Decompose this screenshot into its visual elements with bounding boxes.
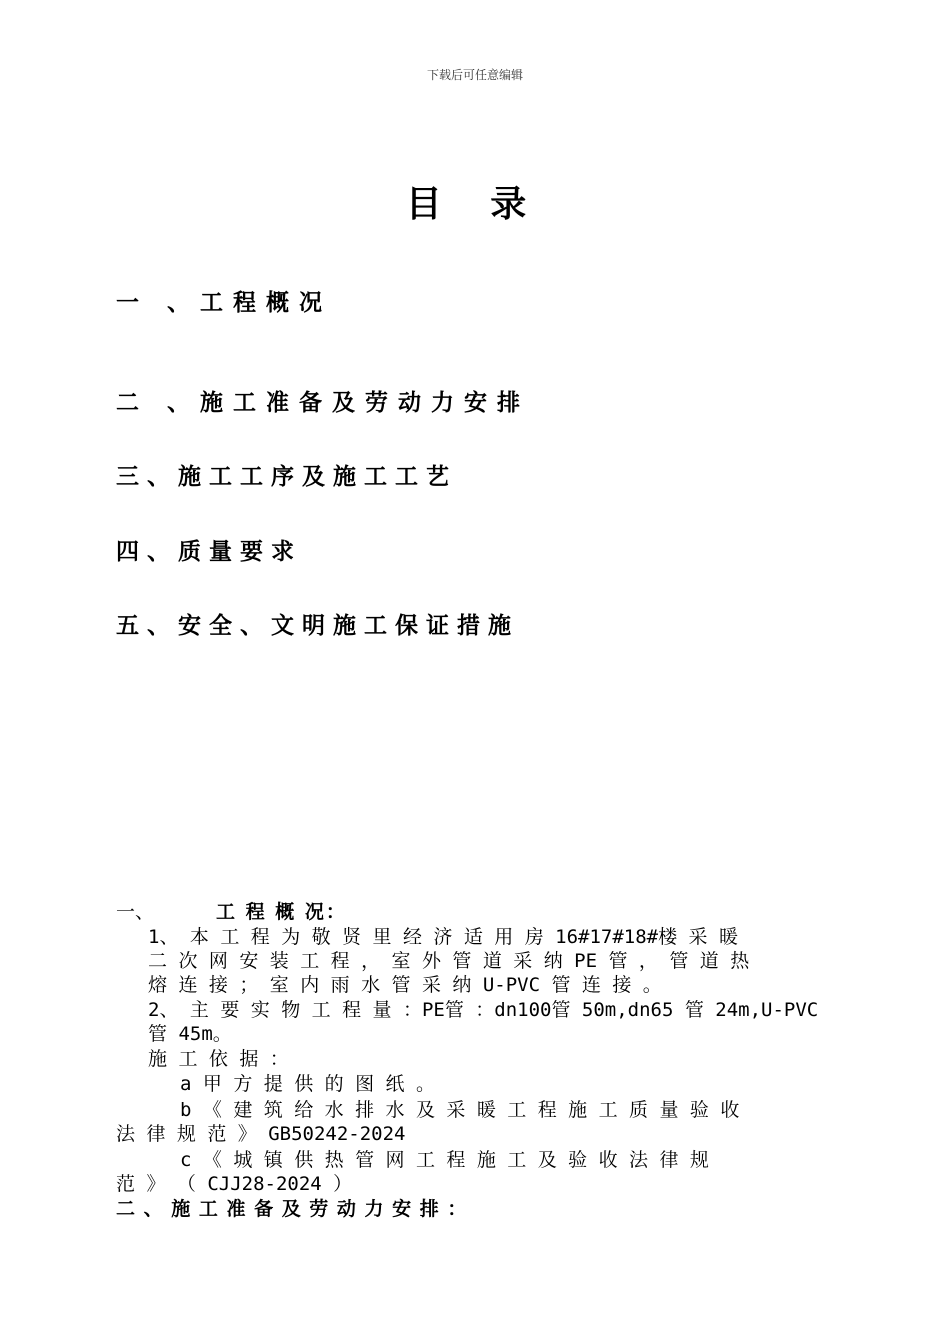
basis-item-c-line1: c 《 城 镇 供 热 管 网 工 程 施 工 及 验 收 法 律 规 (180, 1149, 709, 1171)
section1-p1-line2: 二 次 网 安 装 工 程 ， 室 外 管 道 采 纳 PE 管 ， 管 道 热 (148, 950, 750, 972)
construction-basis-label: 施 工 依 据 ： (148, 1048, 289, 1070)
basis-item-a: a 甲 方 提 供 的 图 纸 。 (180, 1073, 435, 1095)
toc-item-2[interactable]: 二 、施工准备及劳动力安排 (116, 390, 531, 416)
basis-item-b-line2: 法 律 规 范 》 GB50242-2024 (116, 1123, 406, 1145)
section1-p1-line1: 1、 本 工 程 为 敬 贤 里 经 济 适 用 房 16#17#18#楼 采 暖 (148, 926, 738, 948)
page-header-note: 下载后可任意编辑 (426, 68, 523, 82)
toc-item-5[interactable]: 五、安全、文明施工保证措施 (116, 613, 519, 639)
toc-item-1[interactable]: 一 、工程概况 (116, 290, 333, 316)
section1-p1-line3: 熔 连 接 ； 室 内 雨 水 管 采 纳 U-PVC 管 连 接 。 (148, 974, 662, 996)
section2-heading: 二 、 施 工 准 备 及 劳 动 力 安 排 ： (116, 1198, 468, 1220)
basis-item-c-line2: 范 》 （ CJJ28-2024 ） (116, 1173, 353, 1195)
toc-item-4[interactable]: 四、质量要求 (116, 539, 302, 565)
section1-p2-line1: 2、 主 要 实 物 工 程 量 ：PE管 ：dn100管 50m,dn65 管 24m,U-PVC (148, 999, 819, 1021)
basis-item-b-line1: b 《 建 筑 给 水 排 水 及 采 暖 工 程 施 工 质 量 验 收 (180, 1099, 740, 1121)
toc-item-3[interactable]: 三、施工工序及施工工艺 (116, 464, 457, 490)
section1-heading: 工 程 概 况： (216, 901, 347, 923)
section1-heading-number: 一、 (116, 901, 155, 923)
toc-title: 目 录 (405, 184, 545, 225)
section1-p2-line2: 管 45m。 (148, 1023, 232, 1045)
